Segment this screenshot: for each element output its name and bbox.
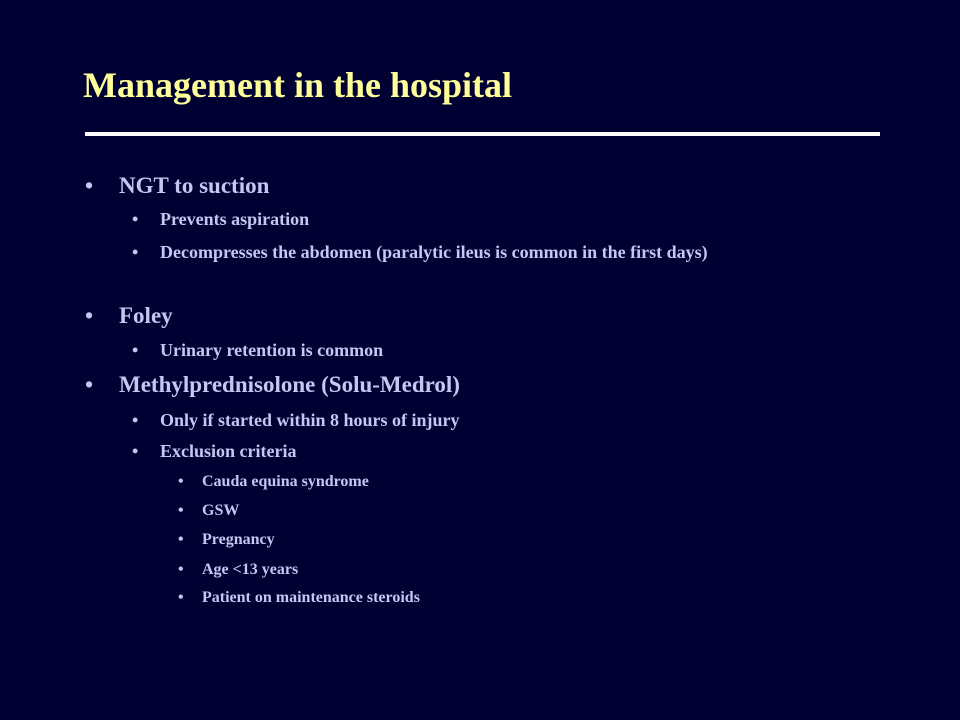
bullet-icon: • bbox=[132, 340, 139, 360]
list-item bbox=[85, 302, 173, 330]
list-item bbox=[85, 172, 270, 200]
list-item bbox=[178, 587, 420, 609]
bullet-icon: • bbox=[132, 209, 139, 229]
slide-title: Management in the hospital bbox=[83, 65, 513, 105]
item-text: NGT to suction bbox=[119, 173, 270, 198]
list-item bbox=[178, 500, 240, 522]
item-text: Urinary retention is common bbox=[160, 340, 384, 360]
bullet-icon: • bbox=[178, 473, 184, 490]
item-text: Age <13 years bbox=[202, 561, 299, 578]
bullet-icon: • bbox=[85, 303, 94, 328]
list-item bbox=[178, 559, 299, 581]
list-item bbox=[132, 439, 297, 463]
bullet-icon: • bbox=[132, 410, 139, 430]
bullet-icon: • bbox=[132, 441, 139, 461]
item-text: Methylprednisolone (Solu-Medrol) bbox=[119, 372, 460, 397]
list-item bbox=[85, 371, 460, 399]
bullet-icon: • bbox=[85, 173, 94, 198]
item-text: GSW bbox=[202, 502, 240, 519]
title-divider bbox=[85, 132, 880, 136]
list-item bbox=[132, 408, 460, 432]
item-text: Prevents aspiration bbox=[160, 209, 310, 229]
item-text: Cauda equina syndrome bbox=[202, 473, 369, 490]
list-item bbox=[178, 471, 369, 493]
list-item bbox=[132, 240, 860, 264]
item-text: Foley bbox=[119, 303, 173, 328]
item-text: Only if started within 8 hours of injury bbox=[160, 410, 460, 430]
list-item bbox=[132, 338, 384, 362]
list-item bbox=[132, 207, 310, 231]
item-text: Pregnancy bbox=[202, 531, 275, 548]
item-text: Patient on maintenance steroids bbox=[202, 589, 420, 606]
item-text: Decompresses the abdomen (paralytic ileus is common in the first days) bbox=[160, 242, 708, 262]
bullet-icon: • bbox=[178, 531, 184, 548]
bullet-icon: • bbox=[132, 242, 139, 262]
bullet-icon: • bbox=[178, 502, 184, 519]
bullet-icon: • bbox=[178, 589, 184, 606]
bullet-icon: • bbox=[85, 372, 94, 397]
list-item bbox=[178, 529, 275, 551]
bullet-icon: • bbox=[178, 561, 184, 578]
item-text: Exclusion criteria bbox=[160, 441, 297, 461]
